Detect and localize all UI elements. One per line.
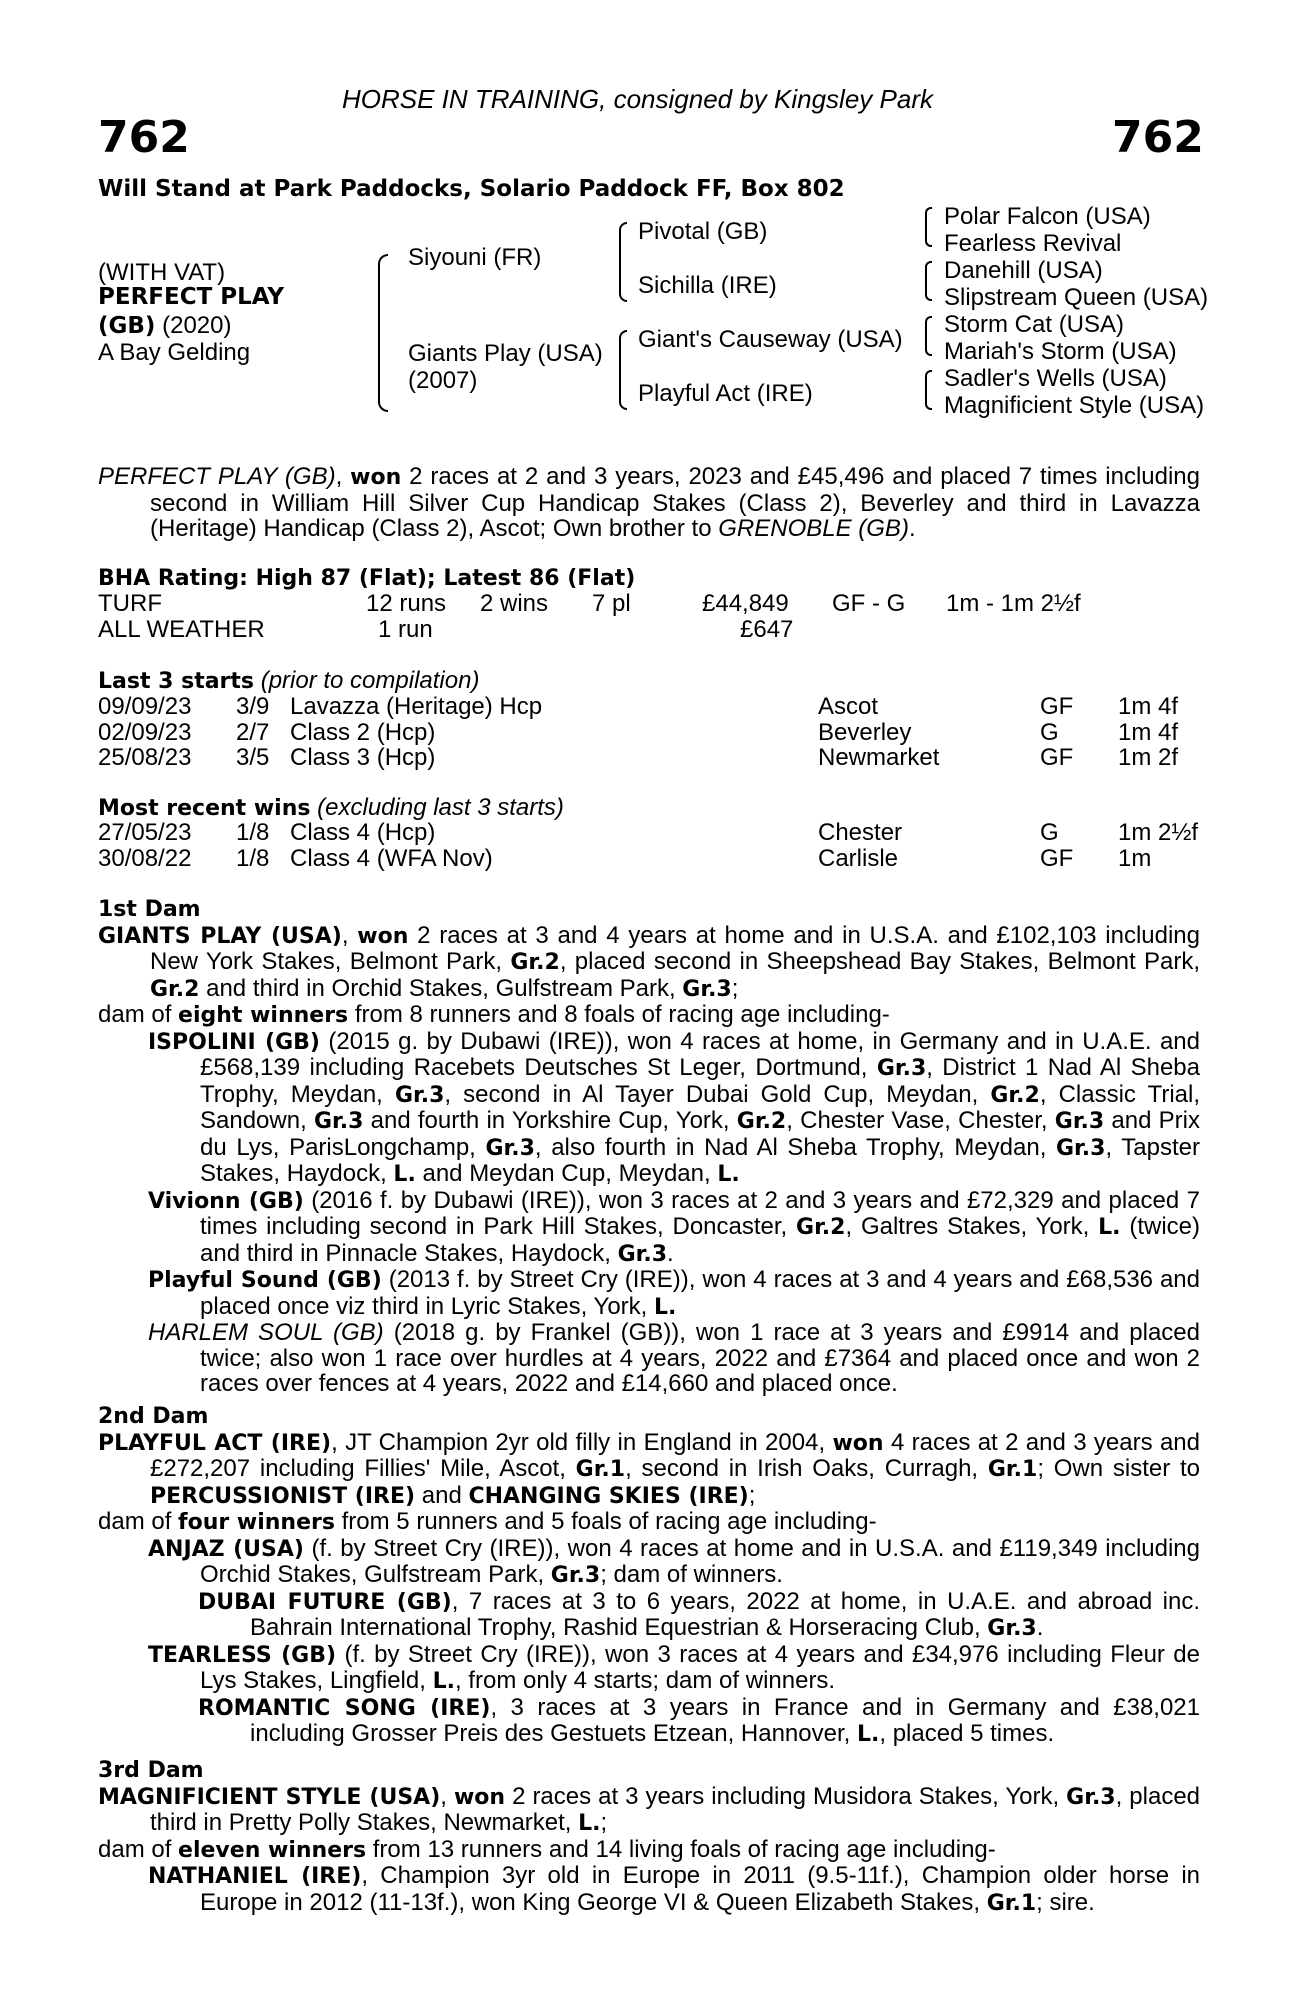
- catalogue-header: HORSE IN TRAINING, consigned by Kingsley Park: [342, 84, 933, 114]
- last3-table: [98, 694, 1178, 771]
- dam-produce-intro: dam of four winners from 5 runners and 5 foals of racing age including-: [98, 1508, 877, 1535]
- pedigree-ggs-1: Polar Falcon (USA): [944, 203, 1151, 230]
- table-row: 25/08/23 3/5 Class 3 (Hcp) Newmarket GF 1m 2f: [98, 744, 1179, 771]
- table-row: 09/09/23 3/9 Lavazza (Heritage) Hcp Ascot GF 1m 4f: [98, 693, 1179, 720]
- pedigree-brace-g2: [925, 261, 932, 301]
- pedigree-ggs-2: Fearless Revival: [944, 230, 1122, 257]
- progeny-harlem-soul: HARLEM SOUL (GB) (2018 g. by Frankel (GB)), won 1 race at 3 years and £9914 and placed twice; also won 1 race over hurdles at 4 years, 2022 and £7364 and placed once and won 2 races over fences at 4 years, 2022 and £14,660 and placed once.: [148, 1319, 1201, 1397]
- pedigree-brace-dam: [619, 330, 627, 410]
- progeny-nathaniel: NATHANIEL (IRE), Champion 3yr old in Europe in 2011 (9.5-11f.), Champion older horse in Europe in 2012 (11-13f.), won King George VI & Queen Elizabeth Stakes, Gr.1; sire.: [148, 1862, 1200, 1916]
- dam-produce-intro: dam of eight winners from 8 runners and 8 foals of racing age including-: [98, 1001, 890, 1028]
- pedigree-ggs-4: Slipstream Queen (USA): [944, 284, 1209, 311]
- progeny-dubai-future: DUBAI FUTURE (GB), 7 races at 3 to 6 years, 2022 at home, in U.A.E. and abroad inc. Bahrain International Trophy, Rashid Equestrian & Horseracing Club, Gr.3.: [198, 1587, 1201, 1641]
- pedigree-dam-year: (2007): [408, 367, 478, 394]
- last3-title: Last 3 starts (prior to compilation): [98, 667, 480, 694]
- pedigree-ggs-8: Magnificient Style (USA): [944, 392, 1205, 419]
- progeny-ispolini: ISPOLINI (GB) (2015 g. by Dubawi (IRE)), won 4 races at home, in Germany and in U.A.E. and £568,139 including Racebets Deutsches St Leger, Dortmund, Gr.3, District 1 Nad Al Sheba Trophy, Meydan, Gr.3, second in Al Tayer Dubai Gold Cup, Meydan, Gr.2, Classic Trial, Sandown, Gr.3 and fourth in Yorkshire Cup, York, Gr.2, Chester Vase, Chester, Gr.3 and Prix du Lys, ParisLongchamp, Gr.3, also fourth in Nad Al Sheba Trophy, Meydan, Gr.3, Tapster Stakes, Haydock, L. and Meydan Cup, Meydan, L.: [148, 1027, 1201, 1187]
- first-dam-section: [98, 897, 1200, 1397]
- horse-origin-year: (GB) (2020): [98, 312, 232, 339]
- pedigree-ggs-7: Sadler's Wells (USA): [944, 365, 1167, 392]
- stand-location: Will Stand at Park Paddocks, Solario Paddock FF, Box 802: [98, 176, 845, 202]
- pedigree-dam-sire: Giant's Causeway (USA): [638, 326, 903, 353]
- lot-number-left: 762: [98, 112, 190, 163]
- progeny-playful-sound: Playful Sound (GB) (2013 f. by Street Cry (IRE)), won 4 races at 3 and 4 years and £68,536 and placed once viz third in Lyric Stakes, York, L.: [148, 1266, 1200, 1320]
- progeny-romantic-song: ROMANTIC SONG (IRE), 3 races at 3 years in France and in Germany and £38,021 including Grosser Preis des Gestuets Etzean, Hannover, L., placed 5 times.: [198, 1693, 1200, 1747]
- section-title: 2nd Dam: [98, 1404, 209, 1429]
- table-row: TURF 12 runs 2 wins 7 pl £44,849 GF - G 1m - 1m 2½f: [98, 590, 1081, 617]
- pedigree-sire: Siyouni (FR): [408, 244, 542, 271]
- vat-note: (WITH VAT): [98, 259, 226, 286]
- recent-wins-table: [98, 820, 1198, 871]
- pedigree-brace-g1: [925, 207, 932, 247]
- pedigree-ggs-5: Storm Cat (USA): [944, 311, 1125, 338]
- section-title: 1st Dam: [98, 897, 201, 922]
- lot-number-right: 762: [1112, 112, 1204, 163]
- horse-summary: PERFECT PLAY (GB), won 2 races at 2 and 3 years, 2023 and £45,496 and placed 7 times including second in William Hill Silver Cup Handicap Stakes (Class 2), Beverley and third in Lavazza (Heritage) Handicap (Class 2), Ascot; Own brother to GRENOBLE (GB).: [98, 463, 1200, 542]
- progeny-tearless: TEARLESS (GB) (f. by Street Cry (IRE)), won 3 races at 4 years and £34,976 including Fleur de Lys Stakes, Lingfield, L., from only 4 starts; dam of winners.: [148, 1640, 1200, 1694]
- pedigree-sire-dam: Sichilla (IRE): [638, 272, 777, 299]
- second-dam-section: [98, 1404, 1200, 1748]
- table-row: 02/09/23 2/7 Class 2 (Hcp) Beverley G 1m 4f: [98, 718, 1179, 746]
- third-dam-section: [98, 1758, 1200, 1916]
- table-row: 27/05/23 1/8 Class 4 (Hcp) Chester G 1m 2½f: [98, 819, 1199, 846]
- dam-record: GIANTS PLAY (USA), won 2 races at 3 and 4 years at home and in U.S.A. and £102,103 including New York Stakes, Belmont Park, Gr.2, placed second in Sheepshead Bay Stakes, Belmont Park, Gr.2 and third in Orchid Stakes, Gulfstream Park, Gr.3;: [98, 921, 1200, 1002]
- progeny-vivionn: Vivionn (GB) (2016 f. by Dubawi (IRE)), won 3 races at 2 and 3 years and £72,329 and placed 7 times including second in Park Hill Stakes, Doncaster, Gr.2, Galtres Stakes, York, L. (twice) and third in Pinnacle Stakes, Haydock, Gr.3.: [148, 1186, 1200, 1267]
- recent-wins-title: Most recent wins (excluding last 3 starts): [98, 794, 564, 821]
- pedigree-brace-sire: [619, 222, 627, 302]
- pedigree-brace-g4: [925, 370, 932, 410]
- pedigree-sire-sire: Pivotal (GB): [638, 218, 768, 245]
- table-row: ALL WEATHER 1 run £647: [98, 615, 794, 643]
- pedigree-dam: Giants Play (USA): [408, 340, 603, 367]
- dam-produce-intro: dam of eleven winners from 13 runners and 14 living foals of racing age including-: [98, 1835, 996, 1863]
- dam-record: MAGNIFICIENT STYLE (USA), won 2 races at 3 years including Musidora Stakes, York, Gr.3, placed third in Pretty Polly Stakes, Newmarket, L.;: [98, 1782, 1201, 1836]
- table-row: 30/08/22 1/8 Class 4 (WFA Nov) Carlisle GF 1m: [98, 844, 1152, 872]
- pedigree-dam-dam: Playful Act (IRE): [638, 380, 813, 407]
- pedigree-ggs-6: Mariah's Storm (USA): [944, 338, 1177, 365]
- pedigree-brace-g3: [925, 316, 932, 356]
- section-title: 3rd Dam: [98, 1758, 204, 1783]
- pedigree-brace-main: [378, 254, 388, 412]
- progeny-anjaz: ANJAZ (USA) (f. by Street Cry (IRE)), won 4 races at home and in U.S.A. and £119,349 including Orchid Stakes, Gulfstream Park, Gr.3; dam of winners.: [148, 1534, 1201, 1588]
- horse-name: PERFECT PLAY: [98, 284, 285, 310]
- dam-record: PLAYFUL ACT (IRE), JT Champion 2yr old filly in England in 2004, won 4 races at 2 and 3 years and £272,207 including Fillies' Mile, Ascot, Gr.1, second in Irish Oaks, Curragh, Gr.1; Own sister to PERCUSSIONIST (IRE) and CHANGING SKIES (IRE);: [98, 1428, 1200, 1509]
- bha-table: [98, 591, 1081, 642]
- horse-description: A Bay Gelding: [98, 339, 251, 366]
- pedigree-ggs-3: Danehill (USA): [944, 257, 1103, 284]
- bha-rating-title: BHA Rating: High 87 (Flat); Latest 86 (Flat): [98, 566, 636, 591]
